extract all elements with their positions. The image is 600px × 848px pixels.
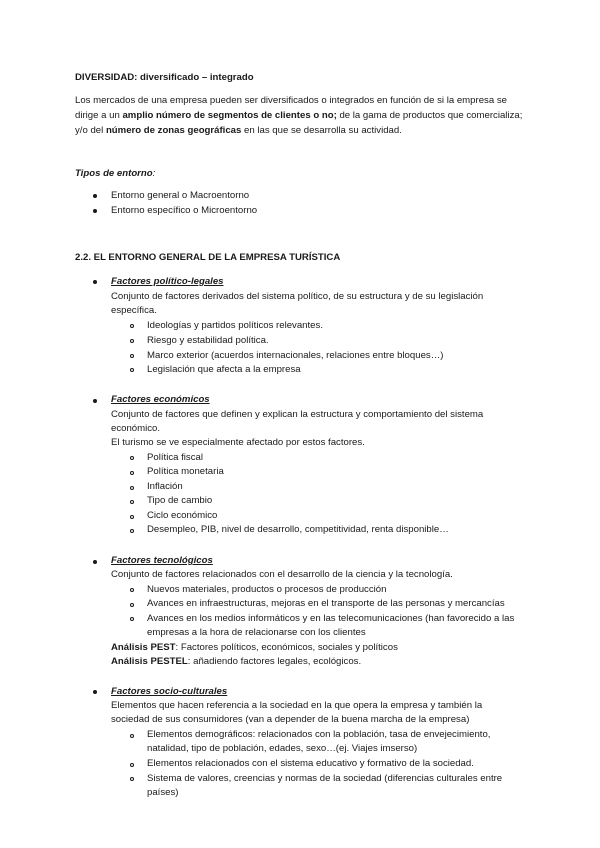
tecnologicos-title: Factores tecnológicos — [111, 555, 213, 566]
circle-bullet-icon — [130, 456, 134, 460]
socio-item-2: Elementos relacionados con el sistema educativo y formativo de la sociedad. — [147, 758, 474, 769]
para-text: en las que se desarrolla su actividad. — [241, 125, 402, 136]
circle-bullet-icon — [130, 515, 134, 519]
para-text: dirige a un — [75, 110, 123, 121]
circle-bullet-icon — [130, 368, 134, 372]
circle-bullet-icon — [130, 339, 134, 343]
pestel-rest: : añadiendo factores legales, ecológicos. — [187, 656, 362, 667]
politicos-item: Legislación que afecta a la empresa — [147, 364, 301, 375]
socio-desc-line-2: sociedad de sus consumidores (van a depender de la buena marcha de la empresa) — [111, 714, 470, 725]
tipos-heading — [75, 168, 155, 180]
circle-bullet-icon — [130, 324, 134, 328]
pestel-bold: Análisis PESTEL — [111, 656, 188, 667]
politicos-item: Ideologías y partidos políticos relevantes. — [147, 320, 323, 331]
pest-bold: Análisis PEST — [111, 642, 176, 653]
circle-bullet-icon — [130, 588, 134, 592]
economicos-item: Tipo de cambio — [147, 495, 213, 506]
diversidad-para-line-1: Los mercados de una empresa pueden ser diversificados o integrados en función de si la empresa se — [75, 95, 507, 106]
tipos-title: Tipos de entorno — [75, 168, 153, 179]
circle-bullet-icon — [130, 354, 134, 358]
pest-rest: : Factores políticos, económicos, sociales y políticos — [175, 642, 398, 653]
tecnologicos-item-3-line-2: empresas a la hora de relacionarse con los clientes — [147, 627, 366, 638]
economicos-desc-line-3: El turismo se ve especialmente afectado por estos factores. — [111, 437, 365, 448]
para-bold-text: amplio número de segmentos de clientes o no; — [122, 110, 337, 121]
pestel-line — [111, 656, 361, 668]
politicos-item: Marco exterior (acuerdos internacionales, relaciones entre bloques…) — [147, 350, 444, 361]
socio-desc-line-1: Elementos que hacen referencia a la sociedad en la que opera la empresa y también la — [111, 700, 483, 711]
bullet-icon — [93, 209, 97, 213]
tipos-colon: : — [152, 168, 156, 179]
bullet-icon — [93, 280, 97, 284]
economicos-item: Política fiscal — [147, 452, 203, 463]
circle-bullet-icon — [130, 763, 134, 767]
circle-bullet-icon — [130, 734, 134, 738]
pest-line — [111, 642, 398, 654]
economicos-item: Ciclo económico — [147, 510, 218, 521]
tecnologicos-desc-line-1: Conjunto de factores relacionados con el desarrollo de la ciencia y la tecnología. — [111, 569, 453, 580]
section-title: 2.2. EL ENTORNO GENERAL DE LA EMPRESA TURÍSTICA — [75, 252, 341, 263]
circle-bullet-icon — [130, 777, 134, 781]
diversidad-heading-bold: DIVERSIDAD — [75, 72, 135, 83]
tipos-item: Entorno específico o Microentorno — [111, 205, 258, 216]
economicos-title: Factores económicos — [111, 394, 210, 405]
economicos-item: Desempleo, PIB, nivel de desarrollo, competitividad, renta disponible… — [147, 524, 449, 535]
economicos-desc-line-2: económico. — [111, 423, 161, 434]
circle-bullet-icon — [130, 471, 134, 475]
socio-item-1-line-2: natalidad, tipo de población, edades, sexo…(ej. Viajes imserso) — [147, 743, 418, 754]
tecnologicos-item-3-line-1: Avances en los medios informáticos y en las telecomunicaciones (han favorecido a las — [147, 613, 515, 624]
socio-item-3-line-1: Sistema de valores, creencias y normas de la sociedad (diferencias culturales entre — [147, 773, 503, 784]
para-text: y/o del — [75, 125, 106, 136]
diversidad-heading — [75, 72, 254, 84]
socio-item-3-line-2: países) — [147, 787, 179, 798]
diversidad-heading-rest: : diversificado – integrado — [134, 72, 254, 83]
economicos-item: Inflación — [147, 481, 183, 492]
politicos-title: Factores político-legales — [111, 276, 224, 287]
politicos-desc-line-2: específica. — [111, 305, 157, 316]
socio-item-1-line-1: Elementos demográficos: relacionados con la población, tasa de envejecimiento, — [147, 729, 491, 740]
circle-bullet-icon — [130, 529, 134, 533]
politicos-item: Riesgo y estabilidad política. — [147, 335, 269, 346]
economicos-desc-line-1: Conjunto de factores que definen y explican la estructura y comportamiento del sistema — [111, 409, 484, 420]
diversidad-para-line-3 — [75, 125, 402, 137]
bullet-icon — [93, 399, 97, 403]
circle-bullet-icon — [130, 486, 134, 490]
socio-title: Factores socio-culturales — [111, 686, 228, 697]
circle-bullet-icon — [130, 500, 134, 504]
politicos-desc-line-1: Conjunto de factores derivados del sistema político, de su estructura y de su legislación — [111, 291, 484, 302]
para-bold-text: número de zonas geográficas — [105, 125, 242, 136]
tipos-item: Entorno general o Macroentorno — [111, 190, 250, 201]
economicos-item: Política monetaria — [147, 466, 224, 477]
tecnologicos-item: Avances en infraestructuras, mejoras en el transporte de las personas y mercancías — [147, 598, 505, 609]
tecnologicos-item: Nuevos materiales, productos o procesos de producción — [147, 584, 387, 595]
bullet-icon — [93, 194, 97, 198]
circle-bullet-icon — [130, 603, 134, 607]
bullet-icon — [93, 560, 97, 564]
circle-bullet-icon — [130, 617, 134, 621]
bullet-icon — [93, 690, 97, 694]
para-text: de la gama de productos que comercializa; — [336, 110, 523, 121]
diversidad-para-line-2 — [75, 110, 522, 122]
